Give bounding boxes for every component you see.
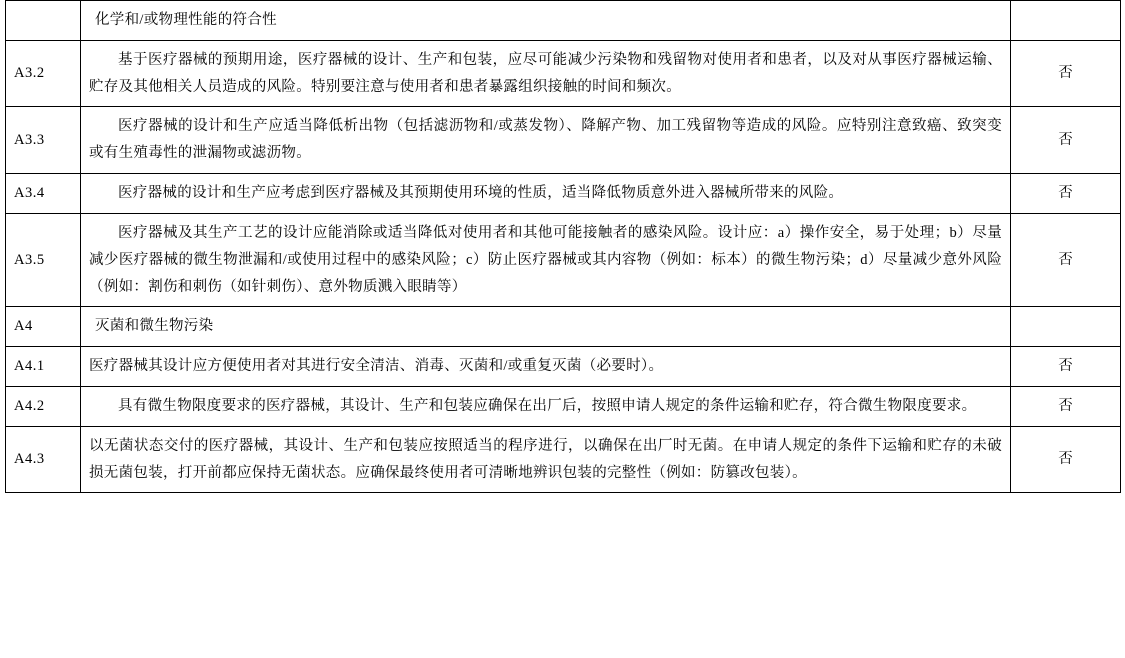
row-body: [81, 213, 1011, 306]
table-row: [6, 347, 1121, 387]
table-row: [6, 40, 1121, 107]
table-row: [6, 307, 1121, 347]
row-body: [81, 386, 1011, 426]
table-row: [6, 174, 1121, 214]
row-answer: 否: [1011, 426, 1121, 493]
row-answer: 否: [1011, 386, 1121, 426]
row-id: A4: [6, 307, 81, 347]
row-body: [81, 307, 1011, 347]
row-answer: 否: [1011, 107, 1121, 174]
row-answer: [1011, 307, 1121, 347]
row-body-text: 医疗器械及其生产工艺的设计应能消除或适当降低对使用者和其他可能接触者的感染风险。设计应：a）操作安全，易于处理；b）尽量减少医疗器械的微生物泄漏和/或使用过程中的感染风险；c）防止医疗器械或其内容物（例如：标本）的微生物污染；d）尽量减少意外风险（例如：割伤和刺伤（如针刺伤）、意外物质溅入眼睛等）: [89, 224, 1002, 295]
row-body: [81, 426, 1011, 493]
row-id: A3.3: [6, 107, 81, 174]
row-id: [6, 1, 81, 41]
row-body: [81, 347, 1011, 387]
row-id: A3.5: [6, 213, 81, 306]
row-body-text: 医疗器械的设计和生产应考虑到医疗器械及其预期使用环境的性质，适当降低物质意外进入器械所带来的风险。: [118, 185, 844, 202]
row-id: A4.1: [6, 347, 81, 387]
row-answer: 否: [1011, 347, 1121, 387]
row-body: [81, 107, 1011, 174]
row-id: A4.2: [6, 386, 81, 426]
row-body-text: 化学和/或物理性能的符合性: [95, 12, 277, 28]
table-row: [6, 426, 1121, 493]
row-id: A4.3: [6, 426, 81, 493]
table-row: [6, 107, 1121, 174]
requirements-table: [5, 0, 1121, 493]
row-answer: [1011, 1, 1121, 41]
row-body: [81, 1, 1011, 41]
table-row: [6, 1, 1121, 41]
row-body-text: 基于医疗器械的预期用途，医疗器械的设计、生产和包装，应尽可能减少污染物和残留物对使用者和患者，以及对从事医疗器械运输、贮存及其他相关人员造成的风险。特别要注意与使用者和患者暴露组织接触的时间和频次。: [89, 51, 1002, 95]
row-body: [81, 40, 1011, 107]
row-body-text: 以无菌状态交付的医疗器械，其设计、生产和包装应按照适当的程序进行，以确保在出厂时无菌。在申请人规定的条件下运输和贮存的未破损无菌包装，打开前都应保持无菌状态。应确保最终使用者可清晰地辨识包装的完整性（例如：防篡改包装）。: [89, 437, 1002, 481]
row-body-text: 医疗器械的设计和生产应适当降低析出物（包括滤沥物和/或蒸发物）、降解产物、加工残留物等造成的风险。应特别注意致癌、致突变或有生殖毒性的泄漏物或滤沥物。: [89, 118, 1002, 162]
table-body: [6, 1, 1121, 493]
row-body: [81, 174, 1011, 214]
row-body-text: 灭菌和微生物污染: [95, 318, 214, 335]
row-id: A3.4: [6, 174, 81, 214]
row-answer: 否: [1011, 213, 1121, 306]
row-answer: 否: [1011, 40, 1121, 107]
row-answer: 否: [1011, 174, 1121, 214]
row-body-text: 医疗器械其设计应方便使用者对其进行安全清洁、消毒、灭菌和/或重复灭菌（必要时）。: [89, 358, 664, 375]
row-id: A3.2: [6, 40, 81, 107]
row-body-text: 具有微生物限度要求的医疗器械，其设计、生产和包装应确保在出厂后，按照申请人规定的条件运输和贮存，符合微生物限度要求。: [118, 397, 977, 414]
table-row: [6, 213, 1121, 306]
table-row: [6, 386, 1121, 426]
